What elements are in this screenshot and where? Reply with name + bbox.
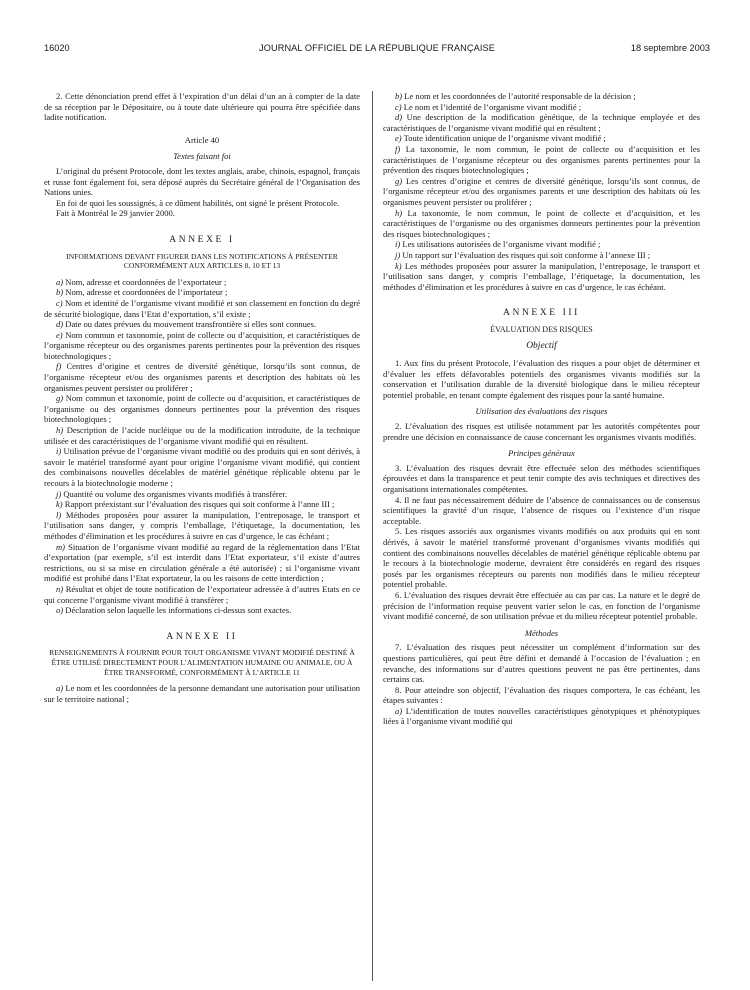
item-text: Une description de la modification génétique, de la technique employée et des caractéristiques de l’organisme vivant modifié qui en résultent ; — [383, 112, 700, 133]
item-text: Nom, adresse et coordonnées de l’exportateur ; — [65, 276, 227, 287]
column-divider — [372, 91, 373, 981]
item-text: Un rapport sur l’évaluation des risques qui soit conforme à l’annexe III ; — [402, 249, 651, 260]
article-subtitle: Textes faisant foi — [173, 151, 231, 162]
item-text: Centres d’origine et centres de diversité génétique, lorsqu’ils sont connus, de l’organisme récepteur et/ou des organismes parents et description des habitats où les organismes peuvent persister ou proliférer ; — [44, 361, 361, 393]
section-heading-principes: Principes généraux — [508, 448, 575, 459]
annexe-1-title: ANNEXE I — [169, 234, 235, 245]
annexe-2-subtitle: RENSEIGNEMENTS À FOURNIR POUR TOUT ORGANISME VIVANT MODIFIÉ DESTINÉ À ÊTRE UTILISÉ DIRECTEMENT POUR L’ALIMENTATION HUMAINE OU ANIMALE, OU À ÊTRE TRANSFORMÉ, CONFORMÉMENT À L’ARTICLE 11 — [49, 648, 355, 677]
item-letter: h) — [395, 207, 403, 218]
item-letter: a) — [56, 683, 64, 694]
item-letter: c) — [395, 101, 402, 112]
annexe-2-title: ANNEXE II — [166, 631, 238, 642]
item-text: La taxonomie, le nom commun, le point de collecte ou d’acquisition et les caractéristiques de l’organisme récepteur ou des organismes parents pertinentes pour la prévention des risques biotechnologiques ; — [383, 143, 700, 176]
item-letter: j) — [56, 488, 62, 499]
item-text: Situation de l’organisme vivant modifié au regard de la réglementation dans l’Etat d’exportation (par exemple, s’il est interdit dans l’Etat exportateur, s’il existe d’autres restrictions, ou si sa mise en circulation générale a été autorisée) ; si l’organisme vivant modifié est prohibé dans l’Etat exportateur, la ou les raisons de cette interdiction ; — [44, 541, 361, 584]
list-item — [44, 298, 360, 319]
item-letter: g) — [395, 175, 403, 186]
list-item — [44, 393, 360, 425]
paragraph-fait: Fait à Montréal le 29 janvier 2000. — [56, 208, 175, 219]
item-letter: b) — [395, 91, 403, 101]
paragraph-7: 7. L’évaluation des risques peut nécessiter un complément d’information sur des questions particulières, qui peut être défini et demandé à l’occasion de l’évaluation ; en revanche, des informations sur d’autres questions peuvent ne pas être pertinentes, dans certains cas. — [383, 642, 700, 685]
item-text: Le nom et les coordonnées de la personne demandant une autorisation pour utilisation sur le territoire national ; — [44, 683, 361, 704]
item-letter: g) — [56, 393, 64, 404]
list-item — [383, 91, 700, 102]
list-item — [383, 102, 700, 113]
item-text: Toute identification unique de l’organisme vivant modifié ; — [403, 133, 606, 144]
paragraph-denonciation: 2. Cette dénonciation prend effet à l’expiration d’un délai d’un an à compter de la date de sa réception par le Dépositaire, ou à toute date ultérieure qui pourra être spécifiée dans ladite notification. — [44, 91, 360, 123]
annexe-3-title: ANNEXE III — [503, 308, 580, 319]
list-item — [44, 361, 360, 393]
item-text: La taxonomie, le nom commun, le point de collecte et d’acquisition, et les caractéristiques de l’organisme ou des organismes donneurs pertinentes pour la prévention des risques biotechnologiques ; — [383, 207, 700, 239]
item-letter: n) — [56, 583, 64, 594]
item-letter: a) — [56, 276, 64, 287]
paragraph-en-foi: En foi de quoi les soussignés, à ce dûment habilités, ont signé le présent Protocole. — [56, 197, 340, 208]
annexe-3-subtitle: ÉVALUATION DES RISQUES — [490, 324, 593, 334]
item-letter: e) — [56, 329, 63, 340]
list-item — [383, 261, 700, 293]
list-item — [383, 239, 700, 250]
list-item — [44, 330, 360, 362]
list-item — [383, 144, 700, 176]
item-letter: i) — [56, 446, 62, 457]
item-letter: k) — [395, 260, 402, 271]
list-item — [44, 287, 360, 298]
item-letter: a) — [395, 705, 403, 716]
list-item — [44, 510, 360, 542]
item-text: Utilisation prévue de l’organisme vivant modifié ou des produits qui en sont dérivés, à savoir le matériel transformé ayant pour origine l’organisme vivant modifié, qui contient des combinaisons nouvelles décelables de matériel génétique réplicable obtenu par le recours à la biotechnologie moderne ; — [44, 446, 360, 488]
item-text: Le nom et les coordonnées de l’autorité responsable de la décision ; — [404, 91, 636, 101]
list-item — [44, 446, 360, 488]
list-item — [44, 605, 360, 616]
page-number: 16020 — [44, 43, 70, 53]
item-text: Les utilisations autorisées de l’organisme vivant modifié ; — [402, 239, 601, 250]
section-heading-methodes: Méthodes — [524, 627, 559, 638]
item-letter: m) — [56, 541, 66, 552]
right-column — [383, 91, 700, 727]
paragraph-2: 2. L’évaluation des risques est utilisée notamment par les autorités compétentes pour prendre une décision en connaissance de cause concernant les organismes vivants modifiés. — [383, 421, 700, 442]
paragraph-8: 8. Pour atteindre son objectif, l’évaluation des risques comportera, le cas échéant, les étapes suivantes : — [383, 684, 700, 706]
item-letter: h) — [56, 425, 64, 436]
item-text: Description de l’acide nucléique ou de la modification introduite, de la technique utilisée et des caractéristiques de l’organisme vivant modifié qui en résultent. — [44, 425, 361, 446]
item-letter: f) — [56, 361, 62, 372]
item-letter: l) — [56, 509, 62, 520]
list-item — [44, 542, 360, 584]
list-item — [44, 277, 360, 288]
list-item — [383, 208, 700, 240]
item-text: Méthodes proposées pour assurer la manipulation, l’entreposage, le transport et l’utilisation sans danger, y compris l’emballage, l’étiquetage, la documentation, les méthodes d’élimination et les procédures à suivre en cas d’urgence, le cas échéant ; — [44, 509, 360, 541]
item-text: Quantité ou volume des organismes vivants modifiés à transférer. — [63, 488, 288, 499]
paragraph-5: 5. Les risques associés aux organismes vivants modifiés ou aux produits qui en sont dérivés, à savoir le matériel transformé provenant d’organismes vivants modifiés qui contient des combinaisons nouvelles décelables de matériel génétique réplicable obtenu par le recours à la biotechnologie moderne, devraient être considérés en regard des risques posés par les organismes récepteurs ou parents non modifiés dans le milieu récepteur potentiel probable. — [383, 526, 700, 590]
item-letter: j) — [395, 249, 401, 260]
item-letter: i) — [395, 239, 401, 250]
item-letter: d) — [56, 319, 64, 330]
paragraph-1: 1. Aux fins du présent Protocole, l’évaluation des risques a pour objet de déterminer et d’évaluer les effets défavorables potentiels des organismes vivants modifiés sur la conservation et l’utilisation durable de la diversité biologique dans le milieu récepteur potentiel probable, en tenant compte également des risques pour la santé humaine. — [383, 358, 700, 400]
list-item — [383, 250, 700, 261]
page-header — [44, 43, 710, 57]
item-text: Date ou dates prévues du mouvement transfrontière si elles sont connues. — [65, 319, 317, 330]
list-item — [44, 425, 360, 446]
item-letter: b) — [56, 287, 64, 298]
article-title: Article 40 — [184, 134, 220, 145]
list-item — [44, 499, 360, 510]
list-item — [383, 112, 700, 133]
list-item — [383, 133, 700, 144]
paragraph-3: 3. L’évaluation des risques devrait être effectuée selon des méthodes scientifiques éprouvées et dans la transparence et peut tenir compte des avis techniques et directives des organisations internationales compétentes. — [383, 462, 700, 494]
item-text: Nom commun et taxonomie, point de collecte ou d’acquisition, et caractéristiques de l’organisme ou des organismes donneurs pertinentes pour la prévention des risques biotechnologiques ; — [44, 393, 361, 425]
item-text: Nom et identité de l’organisme vivant modifié et son classement en fonction du degré de sécurité biologique, dans l’Etat d’exportation, s’il existe ; — [44, 297, 361, 319]
list-item — [44, 319, 360, 330]
list-item — [44, 584, 360, 605]
item-letter: f) — [395, 143, 401, 154]
list-item — [383, 176, 700, 208]
paragraph-4: 4. Il ne faut pas nécessairement déduire de l’absence de connaissances ou de consensus scientifiques la gravité d’un risque, l’absence de risques ou l’existence d’un risque acceptable. — [383, 494, 700, 526]
item-text: Résultat et objet de toute notification de l’exportateur adressée à d’autres Etats en ce qui concerne l’organisme vivant modifié à transférer ; — [44, 583, 360, 605]
list-item — [44, 683, 360, 704]
item-text: L’identification de toutes nouvelles caractéristiques génotypiques et phénotypiques liées à l’organisme vivant modifié qui — [383, 705, 701, 727]
item-text: Nom commun et taxonomie, point de collecte ou d’acquisition, et caractéristiques de l’organisme récepteur ou des organismes parents pertinentes pour la prévention des risques biotechnologiques ; — [44, 329, 360, 361]
item-letter: e) — [395, 133, 402, 144]
section-heading-objectif: Objectif — [526, 341, 557, 352]
paragraph-6: 6. L’évaluation des risques devrait être effectuée au cas par cas. La nature et le degré de précision de l’information requise peuvent varier selon le cas, en fonction de l’organisme vivant modifié concerné, de son utilisation prévue et du milieu récepteur potentiel probable. — [383, 589, 700, 622]
section-heading-utilisation: Utilisation des évaluations des risques — [475, 406, 608, 417]
paragraph-original: L’original du présent Protocole, dont les textes anglais, arabe, chinois, espagnol, français et russe font également foi, sera déposé auprès du Secrétaire général de l’Organisation des Nations unies. — [44, 165, 360, 198]
item-text: Le nom et l’identité de l’organisme vivant modifié ; — [403, 101, 582, 112]
item-text: Déclaration selon laquelle les informations ci-dessus sont exactes. — [65, 605, 292, 616]
item-text: Les méthodes proposées pour assurer la manipulation, l’entreposage, le transport et l’utilisation sans danger, y compris l’emballage, l’étiquetage, la documentation, les méthodes d’élimination et les procédures à suivre en cas d’urgence, le cas échéant. — [383, 260, 701, 292]
annexe-1-subtitle: INFORMATIONS DEVANT FIGURER DANS LES NOTIFICATIONS À PRÉSENTER CONFORMÉMENT AUX ARTICLES 8, 10 ET 13 — [66, 251, 338, 271]
list-item — [383, 706, 700, 727]
item-letter: k) — [56, 499, 63, 510]
item-letter: d) — [395, 112, 403, 123]
item-letter: c) — [56, 297, 63, 308]
item-text: Les centres d’origine et centres de diversité génétique, lorsqu’ils sont connus, de l’organisme récepteur et/ou des organismes parents et une description des habitats où les organismes peuvent persister ou proliférer ; — [383, 175, 700, 207]
list-item — [44, 489, 360, 500]
item-text: Nom, adresse et coordonnées de l’importateur ; — [65, 287, 228, 298]
item-text: Rapport préexistant sur l’évaluation des risques qui soit conforme à l’anne III ; — [64, 499, 335, 510]
left-column — [44, 91, 360, 704]
publication-date: 18 septembre 2003 — [630, 43, 710, 53]
journal-title: JOURNAL OFFICIEL DE LA RÉPUBLIQUE FRANÇAISE — [259, 43, 495, 53]
item-letter: o) — [56, 605, 64, 616]
